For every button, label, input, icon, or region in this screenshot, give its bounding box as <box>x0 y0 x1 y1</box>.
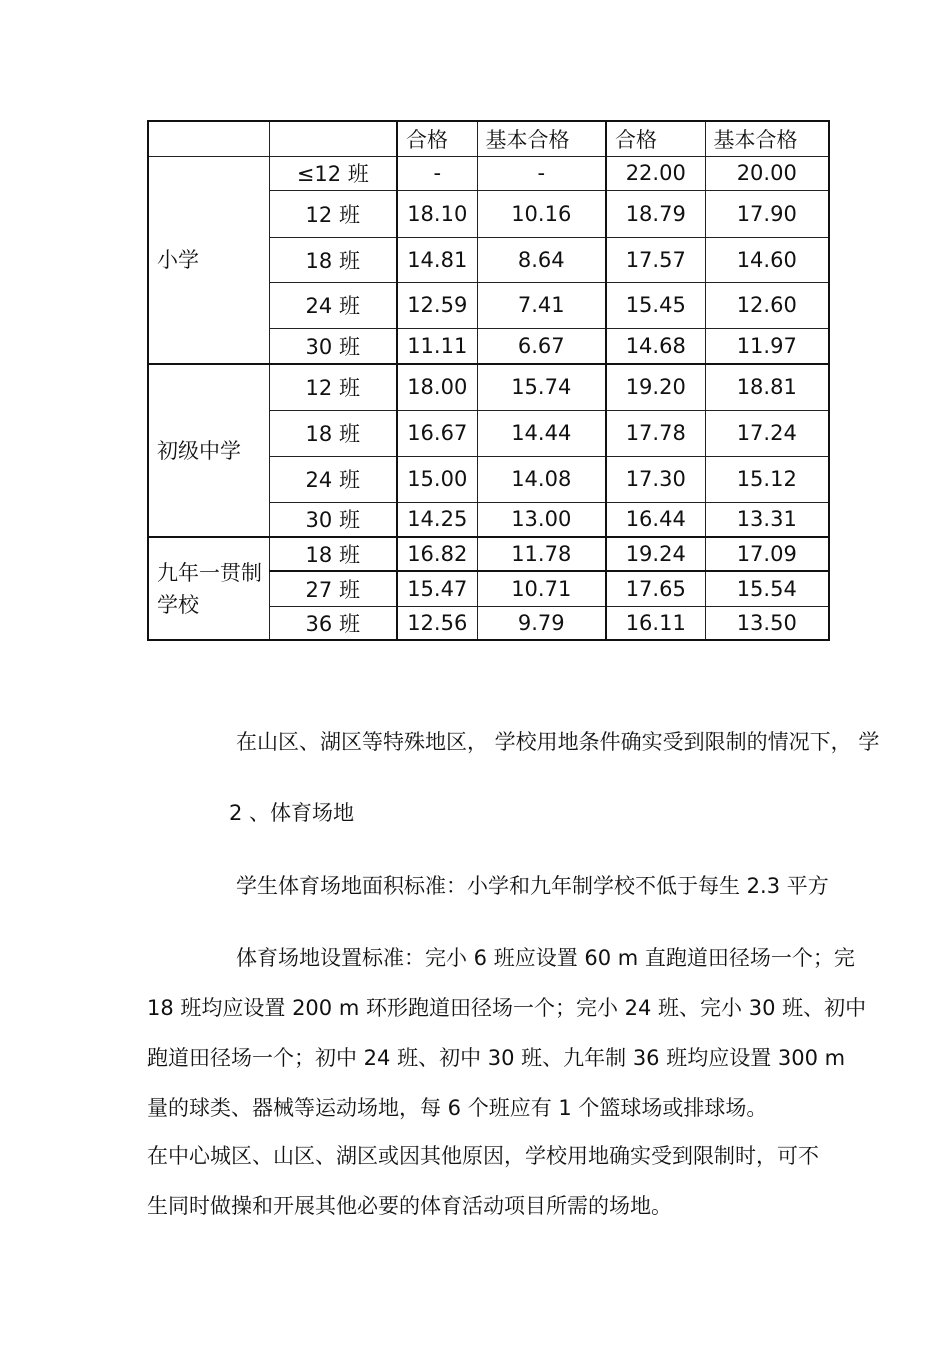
class-count-cell: 27 班 <box>269 571 397 606</box>
group-label-nine-year: 九年一贯制学校 <box>148 537 269 640</box>
value-cell: 18.10 <box>397 190 477 237</box>
class-count-cell: 18 班 <box>269 537 397 571</box>
value-cell: 18.00 <box>397 364 477 410</box>
class-count-cell: 18 班 <box>269 237 397 282</box>
value-cell: 17.57 <box>606 237 705 282</box>
table-row <box>148 537 829 571</box>
value-cell: 19.20 <box>606 364 705 410</box>
value-cell: 11.97 <box>705 328 829 364</box>
land-standard-table <box>147 120 830 641</box>
value-cell: - <box>477 156 606 190</box>
value-cell: 18.79 <box>606 190 705 237</box>
group-label-junior-middle: 初级中学 <box>148 364 269 537</box>
header-cell: 基本合格 <box>705 121 829 156</box>
value-cell: 11.78 <box>477 537 606 571</box>
value-cell: 10.71 <box>477 571 606 606</box>
class-count-cell: 36 班 <box>269 606 397 640</box>
paragraph-field-setup-line-2: 18 班均应设置 200 m 环形跑道田径场一个；完小 24 班、完小 30 班、初中 <box>147 996 867 1020</box>
value-cell: 17.24 <box>705 410 829 456</box>
paragraph-field-setup-line-3: 跑道田径场一个；初中 24 班、初中 30 班、九年制 36 班均应设置 300 m <box>147 1046 846 1070</box>
paragraph-field-setup-line-4: 量的球类、器械等运动场地，每 6 个班应有 1 个篮球场或排球场。 <box>147 1096 768 1120</box>
value-cell: 13.50 <box>705 606 829 640</box>
value-cell: 17.65 <box>606 571 705 606</box>
value-cell: 19.24 <box>606 537 705 571</box>
table-header-row <box>148 121 829 156</box>
value-cell: 15.12 <box>705 456 829 502</box>
paragraph-restricted-line-1: 在中心城区、山区、湖区或因其他原因，学校用地确实受到限制时，可不 <box>147 1144 819 1168</box>
table-row <box>148 364 829 410</box>
class-count-cell: 30 班 <box>269 328 397 364</box>
value-cell: 15.74 <box>477 364 606 410</box>
class-count-cell: ≤12 班 <box>269 156 397 190</box>
value-cell: 14.25 <box>397 502 477 537</box>
class-count-cell: 24 班 <box>269 456 397 502</box>
group-label-primary: 小学 <box>148 156 269 364</box>
header-cell <box>148 121 269 156</box>
value-cell: 6.67 <box>477 328 606 364</box>
value-cell: 16.82 <box>397 537 477 571</box>
value-cell: 22.00 <box>606 156 705 190</box>
value-cell: 15.45 <box>606 282 705 328</box>
value-cell: 14.68 <box>606 328 705 364</box>
value-cell: 11.11 <box>397 328 477 364</box>
value-cell: 7.41 <box>477 282 606 328</box>
header-cell: 基本合格 <box>477 121 606 156</box>
class-count-cell: 12 班 <box>269 364 397 410</box>
paragraph-field-setup-line-1: 体育场地设置标准：完小 6 班应设置 60 m 直跑道田径场一个；完 <box>236 946 855 970</box>
paragraph-sports-area-standard: 学生体育场地面积标准：小学和九年制学校不低于每生 2.3 平方 <box>236 874 829 898</box>
value-cell: 10.16 <box>477 190 606 237</box>
value-cell: 18.81 <box>705 364 829 410</box>
class-count-cell: 30 班 <box>269 502 397 537</box>
value-cell: 13.00 <box>477 502 606 537</box>
paragraph-restricted-line-2: 生同时做操和开展其他必要的体育活动项目所需的场地。 <box>147 1194 672 1218</box>
value-cell: 12.59 <box>397 282 477 328</box>
value-cell: 17.30 <box>606 456 705 502</box>
value-cell: 9.79 <box>477 606 606 640</box>
value-cell: 14.81 <box>397 237 477 282</box>
value-cell: 15.00 <box>397 456 477 502</box>
value-cell: - <box>397 156 477 190</box>
class-count-cell: 18 班 <box>269 410 397 456</box>
value-cell: 12.56 <box>397 606 477 640</box>
value-cell: 8.64 <box>477 237 606 282</box>
value-cell: 15.54 <box>705 571 829 606</box>
table-row <box>148 156 829 190</box>
section-heading-sports-field: 2 、体育场地 <box>229 801 355 825</box>
value-cell: 16.44 <box>606 502 705 537</box>
value-cell: 14.08 <box>477 456 606 502</box>
header-cell <box>269 121 397 156</box>
value-cell: 14.60 <box>705 237 829 282</box>
value-cell: 16.67 <box>397 410 477 456</box>
value-cell: 13.31 <box>705 502 829 537</box>
header-cell: 合格 <box>606 121 705 156</box>
value-cell: 17.09 <box>705 537 829 571</box>
value-cell: 20.00 <box>705 156 829 190</box>
paragraph-special-areas: 在山区、湖区等特殊地区， 学校用地条件确实受到限制的情况下， 学 <box>236 730 880 754</box>
value-cell: 16.11 <box>606 606 705 640</box>
value-cell: 17.90 <box>705 190 829 237</box>
value-cell: 17.78 <box>606 410 705 456</box>
value-cell: 12.60 <box>705 282 829 328</box>
value-cell: 15.47 <box>397 571 477 606</box>
value-cell: 14.44 <box>477 410 606 456</box>
class-count-cell: 24 班 <box>269 282 397 328</box>
class-count-cell: 12 班 <box>269 190 397 237</box>
header-cell: 合格 <box>397 121 477 156</box>
